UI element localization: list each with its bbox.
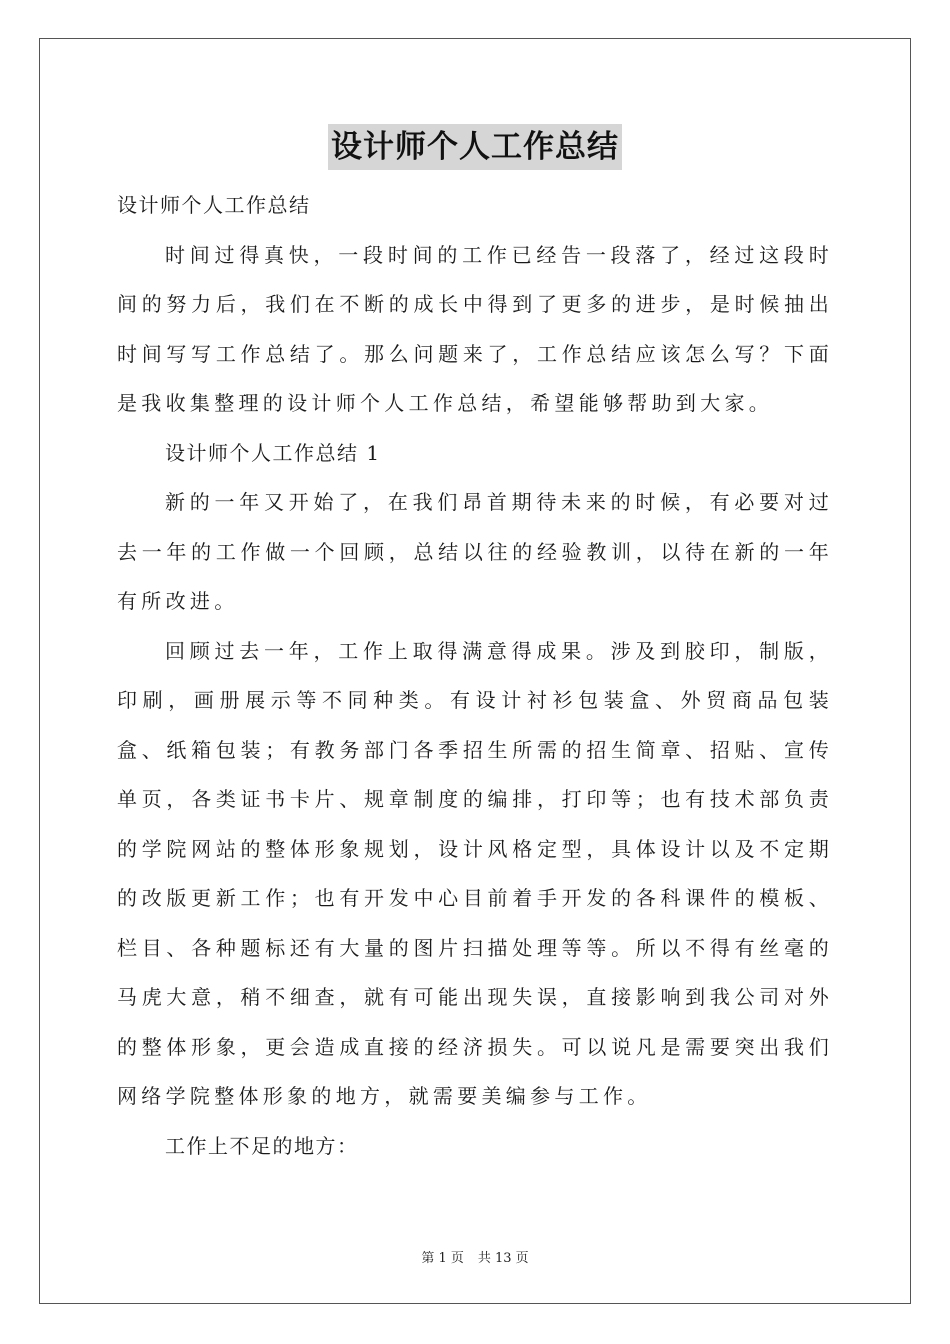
page-total: 共 13 页 xyxy=(477,1251,529,1266)
page-footer xyxy=(0,1247,950,1266)
document-subtitle: 设计师个人工作总结 xyxy=(117,193,311,217)
paragraph-shortcomings: 工作上不足的地方： xyxy=(165,1133,359,1158)
page-number: 第 1 页 xyxy=(421,1251,464,1266)
paragraph-review: 回顾过去一年，工作上取得满意得成果。涉及到胶印，制版，印刷，画册展示等不同种类。有设计衬衫包装盒、外贸商品包装盒、纸箱包装；有教务部门各季招生所需的招生简章、招贴、宣传单页，各类证书卡片、规章制度的编排，打印等；也有技术部负责的学院网站的整体形象规划，设计风格定型，具体设计以及不定期的改版更新工作；也有开发中心目前着手开发的各科课件的模板、栏目、各种题标还有大量的图片扫描处理等等。所以不得有丝毫的马虎大意，稍不细查，就有可能出现失误，直接影响到我公司对外的整体形象，更会造成直接的经济损失。可以说凡是需要突出我们网络学院整体形象的地方，就需要美编参与工作。 xyxy=(117,638,833,1108)
section-heading-1: 设计师个人工作总结 1 xyxy=(165,440,381,465)
paragraph-intro: 时间过得真快，一段时间的工作已经告一段落了，经过这段时间的努力后，我们在不断的成长中得到了更多的进步，是时候抽出时间写写工作总结了。那么问题来了，工作总结应该怎么写？下面是我收集整理的设计师个人工作总结，希望能够帮助到大家。 xyxy=(117,242,833,415)
paragraph-new-year: 新的一年又开始了，在我们昂首期待未来的时候，有必要对过去一年的工作做一个回顾，总结以往的经验教训，以待在新的一年有所改进。 xyxy=(117,490,833,613)
document-title-text: 设计师个人工作总结 xyxy=(328,124,622,170)
document-body xyxy=(117,181,833,1171)
document-title xyxy=(0,124,950,170)
